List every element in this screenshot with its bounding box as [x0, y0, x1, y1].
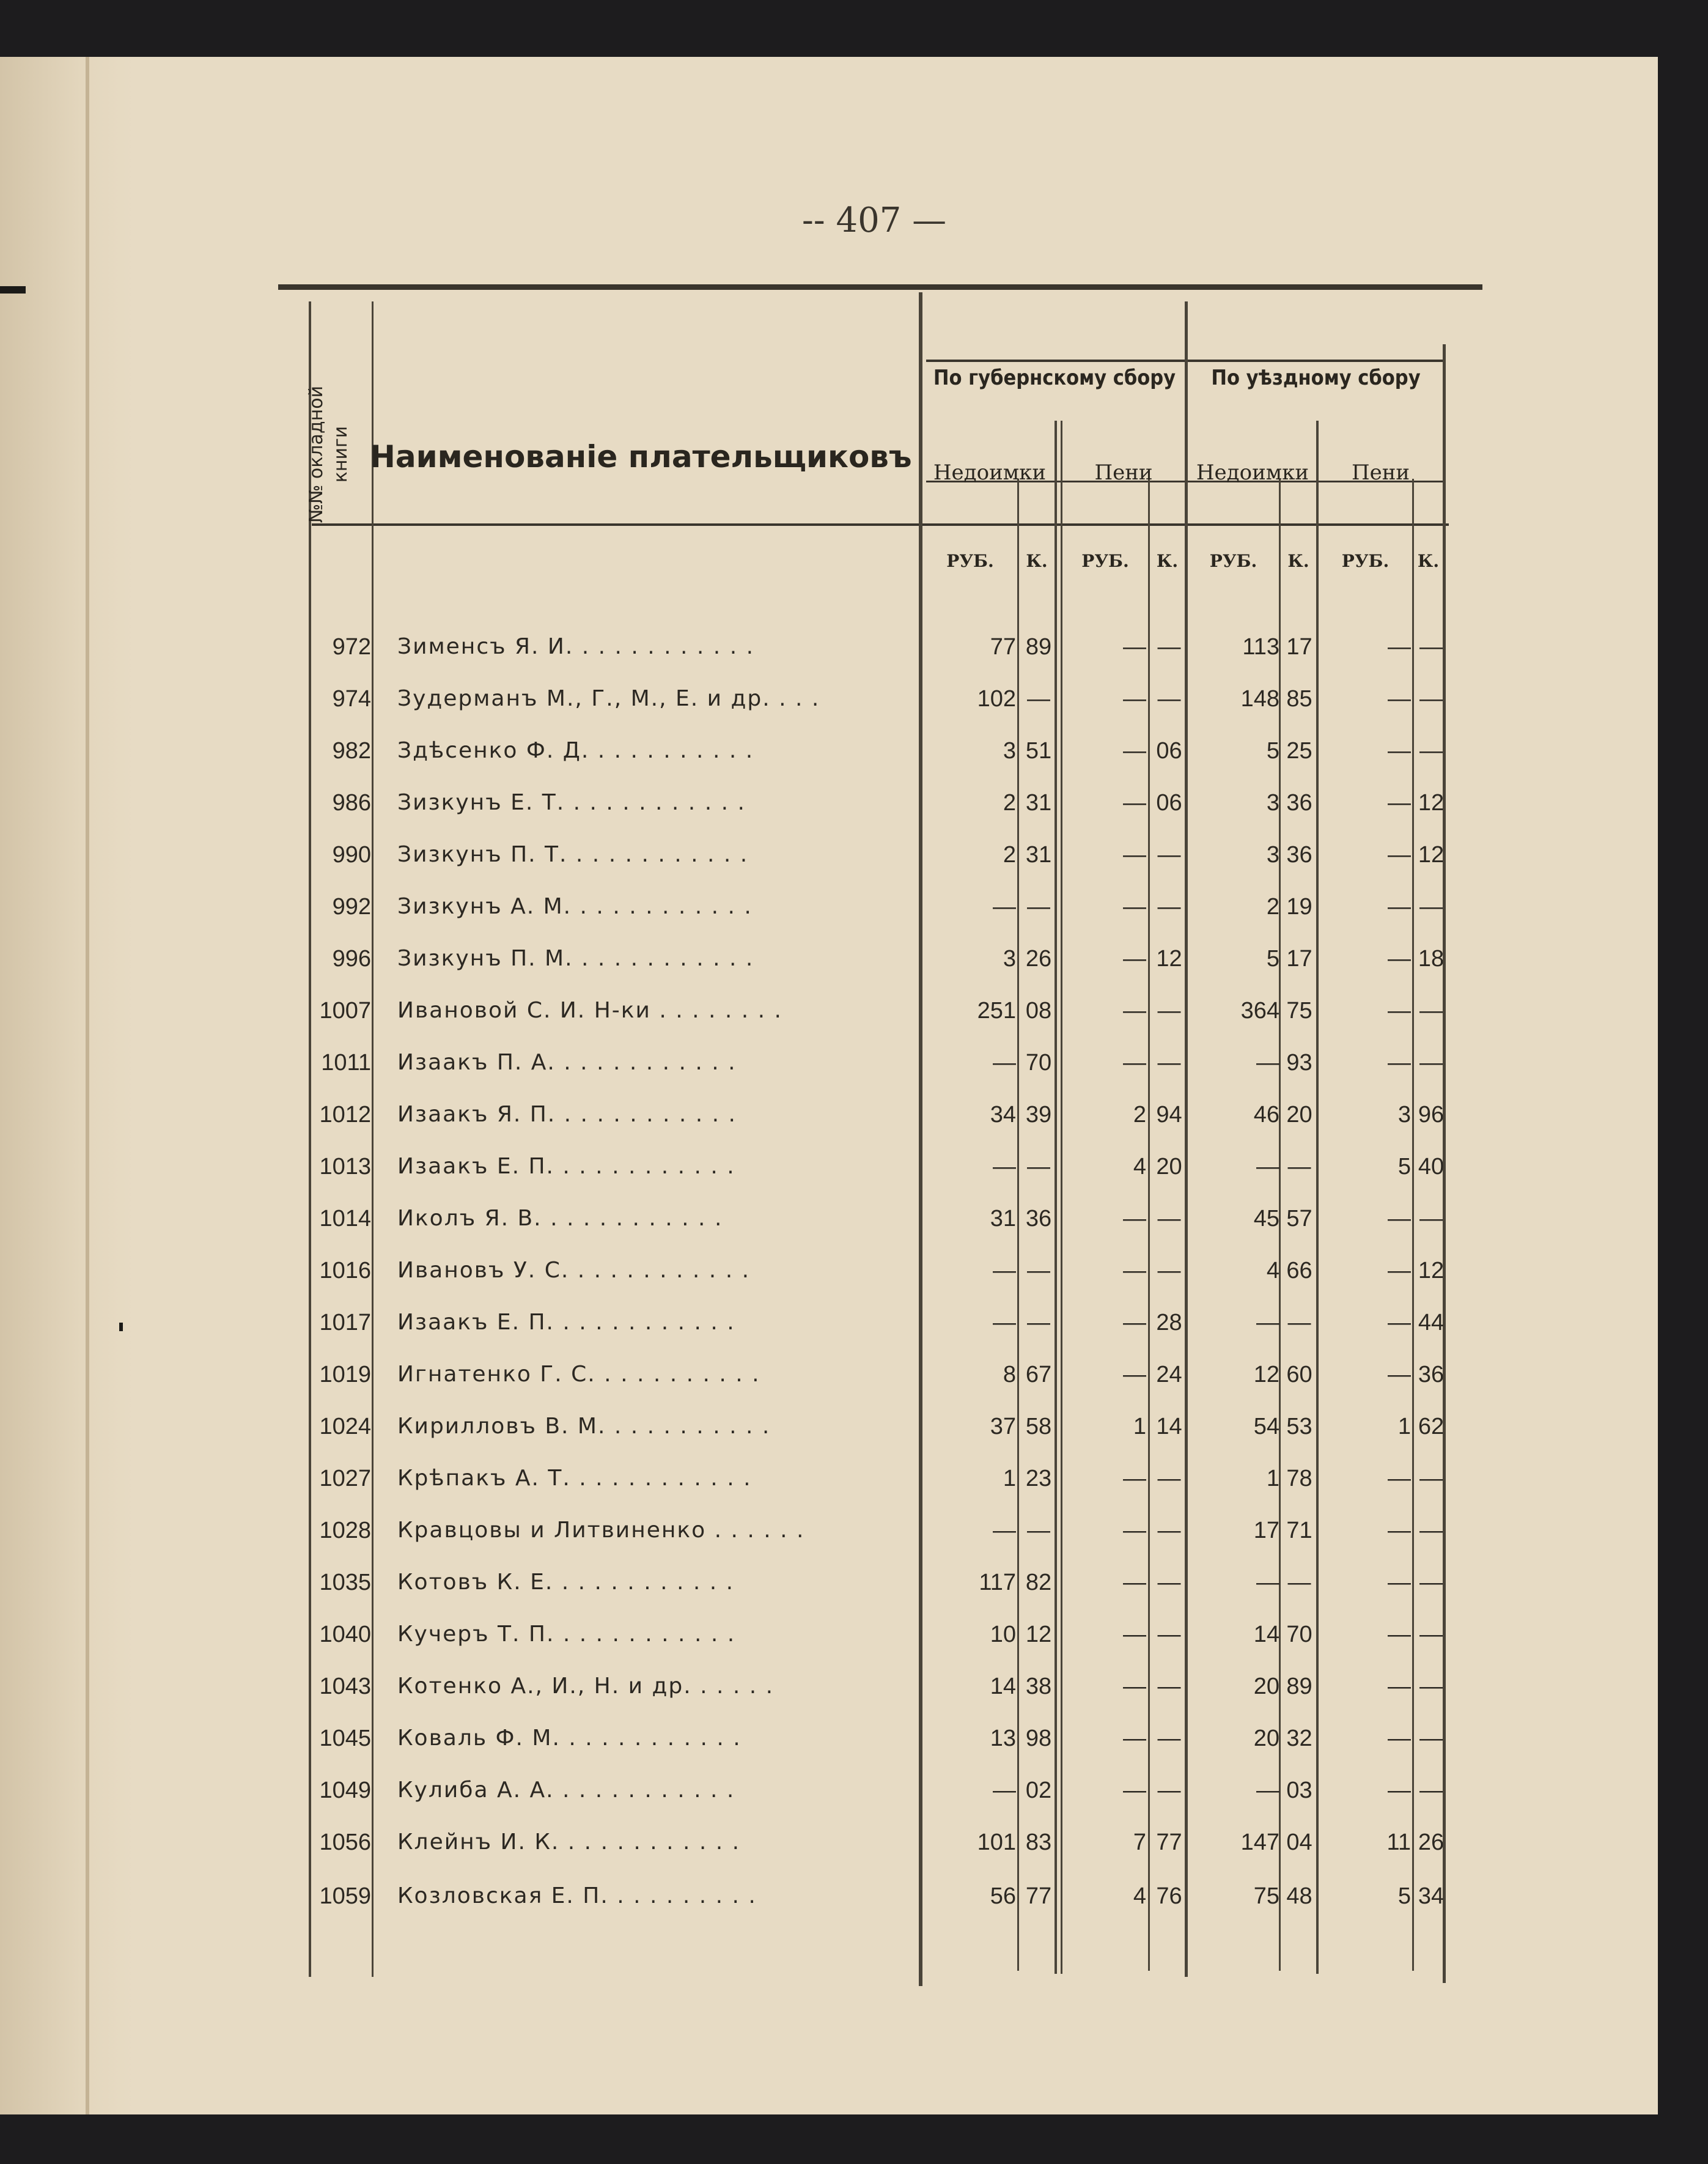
- uezd-arrears-kop: 19: [1286, 894, 1312, 920]
- table-row: [0, 1090, 1658, 1139]
- gub-penalty-kop: 77: [1156, 1830, 1182, 1855]
- gub-arrears-rub: 31: [990, 1206, 1016, 1232]
- uezd-penalty-rub: —: [1388, 1778, 1411, 1803]
- uezd-penalty-rub: —: [1388, 1570, 1411, 1595]
- uezd-penalty-kop: —: [1419, 998, 1443, 1024]
- payer-name: Зизкунъ П. Т. . . . . . . . . . . .: [397, 842, 749, 867]
- table-row: [0, 726, 1658, 775]
- gub-arrears-kop: 89: [1025, 634, 1052, 660]
- book-number: 996: [332, 946, 371, 972]
- gub-arrears-kop: 70: [1025, 1050, 1052, 1076]
- uezd-penalty-rub: —: [1388, 946, 1411, 972]
- payer-name: Игнатенко Г. С. . . . . . . . . . .: [397, 1362, 760, 1387]
- uezd-arrears-kop: 89: [1286, 1674, 1312, 1699]
- gub-arrears-rub: 251: [977, 998, 1016, 1024]
- uezd-arrears-rub: 147: [1240, 1830, 1279, 1855]
- uezd-penalty-rub: 1: [1397, 1414, 1411, 1439]
- uezd-arrears-kop: 75: [1286, 998, 1312, 1024]
- uezd-arrears-rub: 20: [1253, 1674, 1279, 1699]
- gub-arrears-kop: 39: [1025, 1102, 1052, 1128]
- uezd-arrears-kop: 66: [1286, 1258, 1312, 1283]
- gub-penalty-rub: —: [1123, 738, 1146, 764]
- gub-penalty-rub: —: [1123, 1674, 1146, 1699]
- gub-penalty-rub: —: [1123, 842, 1146, 868]
- table-row: [0, 1038, 1658, 1087]
- uezd-penalty-kop: —: [1419, 1518, 1443, 1543]
- gub-arrears-kop: 83: [1025, 1830, 1052, 1855]
- payer-name: Клейнъ И. К. . . . . . . . . . . .: [397, 1830, 741, 1855]
- unit-uezd-arrears-kop: К.: [1287, 551, 1309, 571]
- gub-penalty-rub: —: [1123, 1310, 1146, 1335]
- table-row: [0, 1454, 1658, 1503]
- uezd-penalty-kop: 18: [1418, 946, 1445, 972]
- book-number: 1028: [319, 1518, 371, 1543]
- gub-arrears-rub: 3: [1003, 738, 1016, 764]
- page-number: -- 407 —: [801, 201, 947, 240]
- uezd-arrears-rub: 3: [1266, 842, 1279, 868]
- uezd-arrears-rub: —: [1256, 1310, 1279, 1335]
- book-number: 1017: [319, 1310, 371, 1335]
- gub-arrears-rub: 14: [990, 1674, 1016, 1699]
- gub-arrears-kop: 36: [1025, 1206, 1052, 1232]
- gub-penalty-kop: —: [1157, 1050, 1181, 1076]
- gub-arrears-kop: 23: [1025, 1466, 1052, 1491]
- gub-arrears-rub: —: [993, 1310, 1016, 1335]
- uezd-arrears-rub: 54: [1253, 1414, 1279, 1439]
- gub-arrears-kop: —: [1027, 1518, 1050, 1543]
- uezd-penalty-kop: —: [1419, 1622, 1443, 1647]
- gub-penalty-kop: —: [1157, 894, 1181, 920]
- uezd-penalty-kop: —: [1419, 1570, 1443, 1595]
- uezd-arrears-kop: 17: [1286, 946, 1312, 972]
- payer-name: Зизкунъ П. М. . . . . . . . . . . .: [397, 946, 754, 971]
- book-number: 1027: [319, 1466, 371, 1491]
- payer-name: Зизкунъ А. М. . . . . . . . . . . .: [397, 894, 753, 919]
- unit-gub-penalty-kop: К.: [1156, 551, 1179, 571]
- uezd-penalty-kop: —: [1419, 1778, 1443, 1803]
- book-number: 986: [332, 790, 371, 816]
- book-number: 1013: [319, 1154, 371, 1180]
- payer-name: Кучеръ Т. П. . . . . . . . . . . .: [397, 1622, 736, 1647]
- uezd-arrears-rub: 20: [1253, 1726, 1279, 1751]
- uezd-penalty-rub: —: [1388, 1726, 1411, 1751]
- uezd-penalty-rub: —: [1388, 1310, 1411, 1335]
- gub-arrears-rub: 2: [1003, 790, 1016, 816]
- payer-name: Ивановой С. И. Н-ки . . . . . . . .: [397, 998, 782, 1023]
- column-header-book-number: №№ окладной книги: [306, 385, 352, 523]
- unit-uezd-penalty-kop: К.: [1417, 551, 1440, 571]
- payer-name: Котовъ К. Е. . . . . . . . . . . .: [397, 1570, 735, 1595]
- gub-penalty-kop: —: [1157, 1726, 1181, 1751]
- gub-penalty-kop: —: [1157, 1258, 1181, 1283]
- book-number: 1043: [319, 1674, 371, 1699]
- gub-penalty-kop: —: [1157, 1778, 1181, 1803]
- gub-arrears-kop: —: [1027, 686, 1050, 712]
- unit-gub-arrears-rub: РУБ.: [946, 551, 994, 571]
- gub-penalty-kop: —: [1157, 1466, 1181, 1491]
- gub-arrears-rub: 2: [1003, 842, 1016, 868]
- uezd-penalty-rub: —: [1388, 1258, 1411, 1283]
- uezd-penalty-kop: —: [1419, 1726, 1443, 1751]
- gub-penalty-kop: 14: [1156, 1414, 1182, 1439]
- gub-arrears-kop: 02: [1025, 1778, 1052, 1803]
- uezd-arrears-kop: 70: [1286, 1622, 1312, 1647]
- gub-arrears-kop: 38: [1025, 1674, 1052, 1699]
- uezd-penalty-kop: 40: [1418, 1154, 1445, 1180]
- uezd-arrears-rub: 4: [1266, 1258, 1279, 1283]
- gub-penalty-kop: 06: [1156, 738, 1182, 764]
- uezd-arrears-kop: 17: [1286, 634, 1312, 660]
- gub-penalty-kop: —: [1157, 634, 1181, 660]
- table-row: [0, 1714, 1658, 1763]
- uezd-arrears-rub: 46: [1253, 1102, 1279, 1128]
- gub-arrears-rub: 56: [990, 1883, 1016, 1909]
- payer-name: Зизкунъ Е. Т. . . . . . . . . . . .: [397, 790, 746, 815]
- gub-arrears-rub: —: [993, 1518, 1016, 1543]
- gub-arrears-kop: 77: [1025, 1883, 1052, 1909]
- gub-arrears-rub: 117: [979, 1570, 1016, 1595]
- gub-penalty-rub: —: [1123, 1726, 1146, 1751]
- table-row: [0, 1246, 1658, 1295]
- gub-arrears-rub: 34: [990, 1102, 1016, 1128]
- uezd-arrears-rub: 45: [1253, 1206, 1279, 1232]
- book-number: 974: [332, 686, 371, 712]
- uezd-penalty-kop: —: [1419, 738, 1443, 764]
- unit-gub-arrears-kop: К.: [1026, 551, 1048, 571]
- gub-arrears-rub: —: [993, 1258, 1016, 1283]
- subheader-gub-penalty: Пени: [1094, 460, 1153, 485]
- uezd-penalty-rub: 11: [1386, 1830, 1411, 1855]
- table-row: [0, 1142, 1658, 1191]
- column-header-payer-name: Наименованіе плательщиковъ: [370, 439, 912, 475]
- payer-name: Зименсъ Я. И. . . . . . . . . . . .: [397, 634, 755, 659]
- gub-penalty-rub: —: [1123, 1362, 1146, 1387]
- table-row: [0, 882, 1658, 931]
- uezd-penalty-rub: 3: [1397, 1102, 1411, 1128]
- table-row: [0, 1558, 1658, 1607]
- uezd-penalty-kop: 12: [1418, 842, 1445, 868]
- book-number: 1049: [319, 1778, 371, 1803]
- uezd-arrears-kop: 71: [1286, 1518, 1312, 1543]
- book-number: 1059: [319, 1883, 371, 1909]
- uezd-arrears-rub: 1: [1266, 1466, 1279, 1491]
- table-row: [0, 1610, 1658, 1659]
- gub-arrears-rub: —: [993, 894, 1016, 920]
- uezd-penalty-kop: —: [1419, 894, 1443, 920]
- uezd-penalty-rub: —: [1388, 1518, 1411, 1543]
- gub-arrears-rub: 1: [1003, 1466, 1016, 1491]
- uezd-penalty-rub: 5: [1397, 1883, 1411, 1909]
- subheader-gub-arrears: Недоимки: [933, 460, 1047, 485]
- group-header-uezd: По уѣздному сбору: [1211, 366, 1421, 390]
- uezd-arrears-kop: 53: [1286, 1414, 1312, 1439]
- gub-arrears-rub: 102: [977, 686, 1016, 712]
- unit-gub-penalty-rub: РУБ.: [1081, 551, 1129, 571]
- uezd-arrears-kop: 20: [1286, 1102, 1312, 1128]
- uezd-penalty-kop: —: [1419, 1466, 1443, 1491]
- payer-name: Крѣпакъ А. Т. . . . . . . . . . . .: [397, 1466, 752, 1491]
- book-number: 992: [332, 894, 371, 920]
- uezd-penalty-kop: —: [1419, 1674, 1443, 1699]
- gub-penalty-kop: —: [1157, 686, 1181, 712]
- uezd-arrears-rub: —: [1256, 1050, 1279, 1076]
- uezd-arrears-kop: 48: [1286, 1883, 1312, 1909]
- payer-name: Зудерманъ М., Г., М., Е. и др. . . .: [397, 686, 820, 711]
- gub-penalty-kop: —: [1157, 1674, 1181, 1699]
- uezd-penalty-rub: —: [1388, 790, 1411, 816]
- gub-arrears-rub: 37: [990, 1414, 1016, 1439]
- uezd-arrears-rub: 3: [1266, 790, 1279, 816]
- payer-name: Ивановъ У. С. . . . . . . . . . . .: [397, 1258, 751, 1283]
- uezd-arrears-rub: 17: [1253, 1518, 1279, 1543]
- gub-arrears-kop: —: [1027, 1154, 1050, 1180]
- gub-arrears-rub: —: [993, 1778, 1016, 1803]
- gub-penalty-kop: —: [1157, 998, 1181, 1024]
- gub-arrears-rub: 77: [990, 634, 1016, 660]
- gub-penalty-kop: 76: [1156, 1883, 1182, 1909]
- gub-penalty-rub: —: [1123, 634, 1146, 660]
- uezd-arrears-kop: 36: [1286, 790, 1312, 816]
- payer-name: Котенко А., И., Н. и др. . . . . .: [397, 1674, 775, 1699]
- table-row: [0, 1766, 1658, 1815]
- table-row: [0, 1506, 1658, 1555]
- gub-penalty-rub: —: [1123, 686, 1146, 712]
- gub-penalty-rub: 2: [1133, 1102, 1146, 1128]
- uezd-penalty-rub: —: [1388, 1050, 1411, 1076]
- table-row: [0, 622, 1658, 671]
- uezd-arrears-kop: —: [1287, 1570, 1311, 1595]
- uezd-penalty-kop: —: [1419, 1050, 1443, 1076]
- subheader-uezd-arrears: Недоимки: [1196, 460, 1309, 485]
- uezd-penalty-kop: 96: [1418, 1102, 1445, 1128]
- gub-penalty-kop: —: [1157, 1570, 1181, 1595]
- uezd-penalty-kop: —: [1419, 1206, 1443, 1232]
- gub-penalty-rub: —: [1123, 998, 1146, 1024]
- uezd-arrears-rub: 2: [1266, 894, 1279, 920]
- uezd-arrears-rub: 5: [1266, 946, 1279, 972]
- uezd-arrears-rub: —: [1256, 1778, 1279, 1803]
- gub-arrears-rub: 13: [990, 1726, 1016, 1751]
- gub-penalty-kop: 06: [1156, 790, 1182, 816]
- uezd-arrears-kop: —: [1287, 1310, 1311, 1335]
- header-bottom-rule: [312, 523, 1449, 526]
- uezd-penalty-rub: 5: [1397, 1154, 1411, 1180]
- uezd-penalty-rub: —: [1388, 1206, 1411, 1232]
- payer-name: Иколъ Я. В. . . . . . . . . . . .: [397, 1206, 723, 1231]
- gub-penalty-rub: —: [1123, 1466, 1146, 1491]
- book-number: 1011: [321, 1050, 371, 1076]
- uezd-penalty-rub: —: [1388, 1622, 1411, 1647]
- unit-uezd-penalty-rub: РУБ.: [1341, 551, 1390, 571]
- uezd-penalty-rub: —: [1388, 842, 1411, 868]
- gub-arrears-rub: 10: [990, 1622, 1016, 1647]
- payer-name: Козловская Е. П. . . . . . . . . .: [397, 1883, 757, 1908]
- table-row: [0, 830, 1658, 879]
- gub-arrears-kop: 08: [1025, 998, 1052, 1024]
- book-number: 972: [332, 634, 371, 660]
- uezd-penalty-rub: —: [1388, 686, 1411, 712]
- uezd-arrears-kop: 25: [1286, 738, 1312, 764]
- gub-penalty-rub: 1: [1133, 1414, 1146, 1439]
- gub-penalty-rub: —: [1123, 1518, 1146, 1543]
- uezd-arrears-rub: 12: [1253, 1362, 1279, 1387]
- uezd-arrears-kop: 57: [1286, 1206, 1312, 1232]
- gub-arrears-kop: —: [1027, 1258, 1050, 1283]
- uezd-arrears-kop: 85: [1286, 686, 1312, 712]
- uezd-penalty-kop: 12: [1418, 790, 1445, 816]
- uezd-arrears-rub: 364: [1240, 998, 1279, 1024]
- book-number: 1040: [319, 1622, 371, 1647]
- gub-arrears-rub: 8: [1003, 1362, 1016, 1387]
- gub-penalty-kop: 28: [1156, 1310, 1182, 1335]
- gub-arrears-kop: 31: [1025, 790, 1052, 816]
- gub-penalty-kop: 12: [1156, 946, 1182, 972]
- gub-arrears-kop: 58: [1025, 1414, 1052, 1439]
- gub-arrears-kop: —: [1027, 894, 1050, 920]
- gub-penalty-kop: 20: [1156, 1154, 1182, 1180]
- uezd-arrears-rub: 75: [1253, 1883, 1279, 1909]
- uezd-arrears-rub: 113: [1242, 634, 1279, 660]
- uezd-penalty-kop: 62: [1418, 1414, 1445, 1439]
- uezd-arrears-kop: 78: [1286, 1466, 1312, 1491]
- book-number: 1024: [319, 1414, 371, 1439]
- gub-penalty-kop: —: [1157, 1518, 1181, 1543]
- table-row: [0, 1194, 1658, 1243]
- gub-penalty-rub: 4: [1133, 1154, 1146, 1180]
- book-number: 1045: [319, 1726, 371, 1751]
- table-row: [0, 1662, 1658, 1711]
- uezd-arrears-rub: —: [1256, 1570, 1279, 1595]
- payer-name: Кирилловъ В. М. . . . . . . . . . .: [397, 1414, 771, 1439]
- payer-name: Изаакъ П. А. . . . . . . . . . . .: [397, 1050, 737, 1075]
- gub-penalty-rub: 7: [1133, 1830, 1146, 1855]
- table-row: [0, 1298, 1658, 1347]
- book-number: 1016: [319, 1258, 371, 1283]
- payer-name: Изаакъ Я. П. . . . . . . . . . . .: [397, 1102, 737, 1127]
- uezd-arrears-rub: 5: [1266, 738, 1279, 764]
- book-page: [0, 57, 1658, 2114]
- gub-penalty-kop: —: [1157, 1622, 1181, 1647]
- table-row: [0, 778, 1658, 827]
- gub-arrears-kop: 51: [1025, 738, 1052, 764]
- gub-penalty-kop: —: [1157, 1206, 1181, 1232]
- subheader-uezd-penalty: Пени: [1351, 460, 1410, 485]
- uezd-arrears-rub: —: [1256, 1154, 1279, 1180]
- uezd-penalty-kop: 34: [1418, 1883, 1445, 1909]
- gub-penalty-rub: —: [1123, 1570, 1146, 1595]
- gub-arrears-kop: 26: [1025, 946, 1052, 972]
- book-number: 1007: [319, 998, 371, 1024]
- gub-arrears-kop: 31: [1025, 842, 1052, 868]
- uezd-penalty-rub: —: [1388, 738, 1411, 764]
- uezd-arrears-rub: 14: [1253, 1622, 1279, 1647]
- uezd-penalty-kop: 44: [1418, 1310, 1445, 1335]
- uezd-penalty-rub: —: [1388, 1674, 1411, 1699]
- book-number: 1056: [319, 1830, 371, 1855]
- payer-name: Кравцовы и Литвиненко . . . . . .: [397, 1518, 805, 1543]
- gub-arrears-kop: 12: [1025, 1622, 1052, 1647]
- uezd-arrears-kop: 36: [1286, 842, 1312, 868]
- uezd-penalty-rub: —: [1388, 998, 1411, 1024]
- gub-penalty-rub: —: [1123, 894, 1146, 920]
- uezd-penalty-rub: —: [1388, 894, 1411, 920]
- uezd-penalty-kop: —: [1419, 634, 1443, 660]
- book-number: 1014: [319, 1206, 371, 1232]
- unit-uezd-arrears-rub: РУБ.: [1209, 551, 1257, 571]
- uezd-penalty-kop: 36: [1418, 1362, 1445, 1387]
- payer-name: Кулиба А. А. . . . . . . . . . . .: [397, 1778, 735, 1803]
- book-number: 1019: [319, 1362, 371, 1387]
- uezd-arrears-kop: —: [1287, 1154, 1311, 1180]
- left-page-rule-fragment: [0, 286, 26, 294]
- gub-arrears-kop: —: [1027, 1310, 1050, 1335]
- table-row: [0, 674, 1658, 723]
- uezd-arrears-kop: 04: [1286, 1830, 1312, 1855]
- book-number: 1012: [319, 1102, 371, 1128]
- gub-penalty-rub: —: [1123, 790, 1146, 816]
- gub-arrears-rub: 3: [1003, 946, 1016, 972]
- gub-arrears-kop: 82: [1025, 1570, 1052, 1595]
- table-top-rule: [278, 284, 1482, 290]
- gub-penalty-kop: 24: [1156, 1362, 1182, 1387]
- uezd-arrears-kop: 03: [1286, 1778, 1312, 1803]
- book-number: 982: [332, 738, 371, 764]
- gub-penalty-rub: —: [1123, 1622, 1146, 1647]
- gub-penalty-rub: —: [1123, 1778, 1146, 1803]
- gub-penalty-rub: —: [1123, 1206, 1146, 1232]
- payer-name: Изаакъ Е. П. . . . . . . . . . . .: [397, 1154, 735, 1179]
- gub-penalty-kop: —: [1157, 842, 1181, 868]
- table-row: [0, 1402, 1658, 1451]
- gub-arrears-rub: 101: [977, 1830, 1016, 1855]
- payer-name: Изаакъ Е. П. . . . . . . . . . . .: [397, 1310, 735, 1335]
- payer-name: Коваль Ф. М. . . . . . . . . . . .: [397, 1726, 742, 1751]
- table-row: [0, 1818, 1658, 1867]
- uezd-penalty-rub: —: [1388, 1362, 1411, 1387]
- uezd-arrears-kop: 32: [1286, 1726, 1312, 1751]
- table-row: [0, 934, 1658, 983]
- payer-name: Здѣсенко Ф. Д. . . . . . . . . . .: [397, 738, 754, 763]
- gub-arrears-rub: —: [993, 1050, 1016, 1076]
- gub-penalty-kop: 94: [1156, 1102, 1182, 1128]
- gub-penalty-rub: 4: [1133, 1883, 1146, 1909]
- gub-arrears-kop: 98: [1025, 1726, 1052, 1751]
- table-row: [0, 1350, 1658, 1399]
- table-row: [0, 1872, 1658, 1921]
- book-number: 1035: [319, 1570, 371, 1595]
- uezd-arrears-rub: 148: [1240, 686, 1279, 712]
- gub-penalty-rub: —: [1123, 946, 1146, 972]
- gub-arrears-kop: 67: [1025, 1362, 1052, 1387]
- uezd-penalty-rub: —: [1388, 634, 1411, 660]
- uezd-penalty-rub: —: [1388, 1466, 1411, 1491]
- gub-penalty-rub: —: [1123, 1050, 1146, 1076]
- group-header-gubernia: По губернскому сбору: [933, 366, 1176, 390]
- uezd-penalty-kop: —: [1419, 686, 1443, 712]
- uezd-penalty-kop: 26: [1418, 1830, 1445, 1855]
- book-number: 990: [332, 842, 371, 868]
- gub-arrears-rub: —: [993, 1154, 1016, 1180]
- table-row: [0, 986, 1658, 1035]
- uezd-penalty-kop: 12: [1418, 1258, 1445, 1283]
- gub-penalty-rub: —: [1123, 1258, 1146, 1283]
- uezd-arrears-kop: 93: [1286, 1050, 1312, 1076]
- uezd-arrears-kop: 60: [1286, 1362, 1312, 1387]
